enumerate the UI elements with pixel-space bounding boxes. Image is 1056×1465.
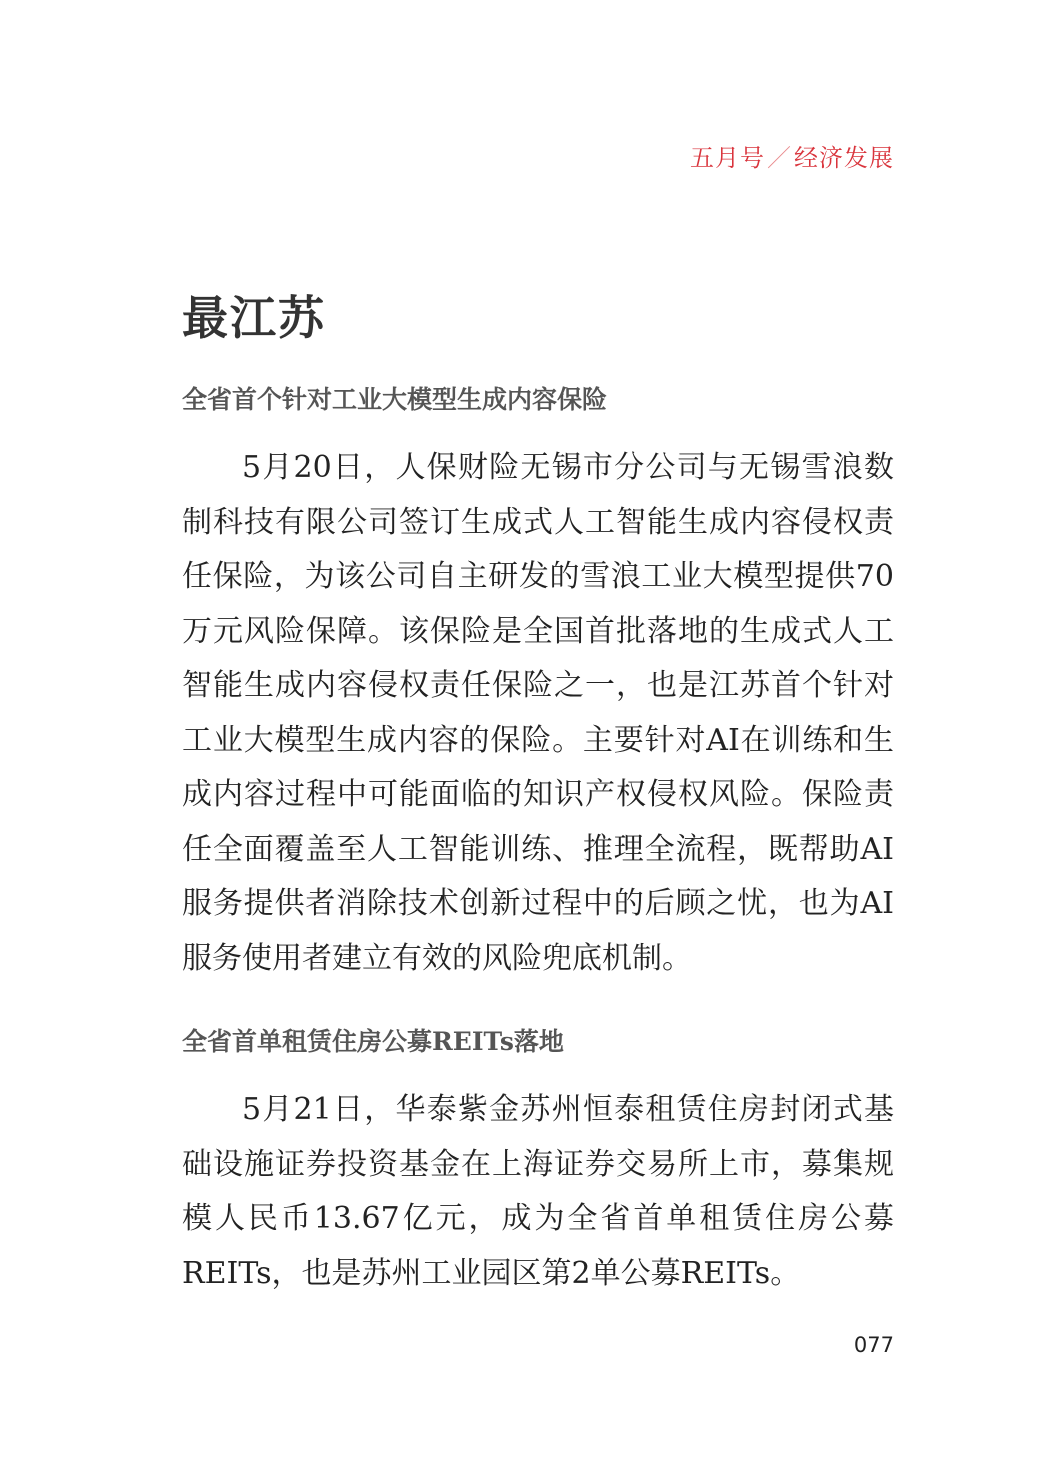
page-title: 最江苏 (182, 291, 326, 345)
article-body-1: 5月20日，人保财险无锡市分公司与无锡雪浪数制科技有限公司签订生成式人工智能生成内容侵权责任保险，为该公司自主研发的雪浪工业大模型提供70万元风险保障。该保险是全国首批落地的生成式人工智能生成内容侵权责任保险之一，也是江苏首个针对工业大模型生成内容的保险。主要针对AI在训练和生成内容过程中可能面临的知识产权侵权风险。保险责任全面覆盖至人工智能训练、推理全流程，既帮助AI服务提供者消除技术创新过程中的后顾之忧，也为AI服务使用者建立有效的风险兜底机制。 (182, 450, 894, 976)
article-heading-2: 全省首单租赁住房公募REITs落地 (182, 1027, 564, 1056)
section-label: 经济发展 (794, 144, 894, 172)
article-body-2: 5月21日，华泰紫金苏州恒泰租赁住房封闭式基础设施证券投资基金在上海证券交易所上市，募集规模人民币13.67亿元，成为全省首单租赁住房公募REITs，也是苏州工业园区第2单公募REITs。 (182, 1092, 894, 1291)
running-header (690, 138, 894, 173)
issue-label: 五月号 (690, 144, 765, 172)
page-number: 077 (853, 1333, 894, 1357)
header-separator: ／ (767, 144, 792, 172)
article-heading-1: 全省首个针对工业大模型生成内容保险 (182, 385, 608, 414)
